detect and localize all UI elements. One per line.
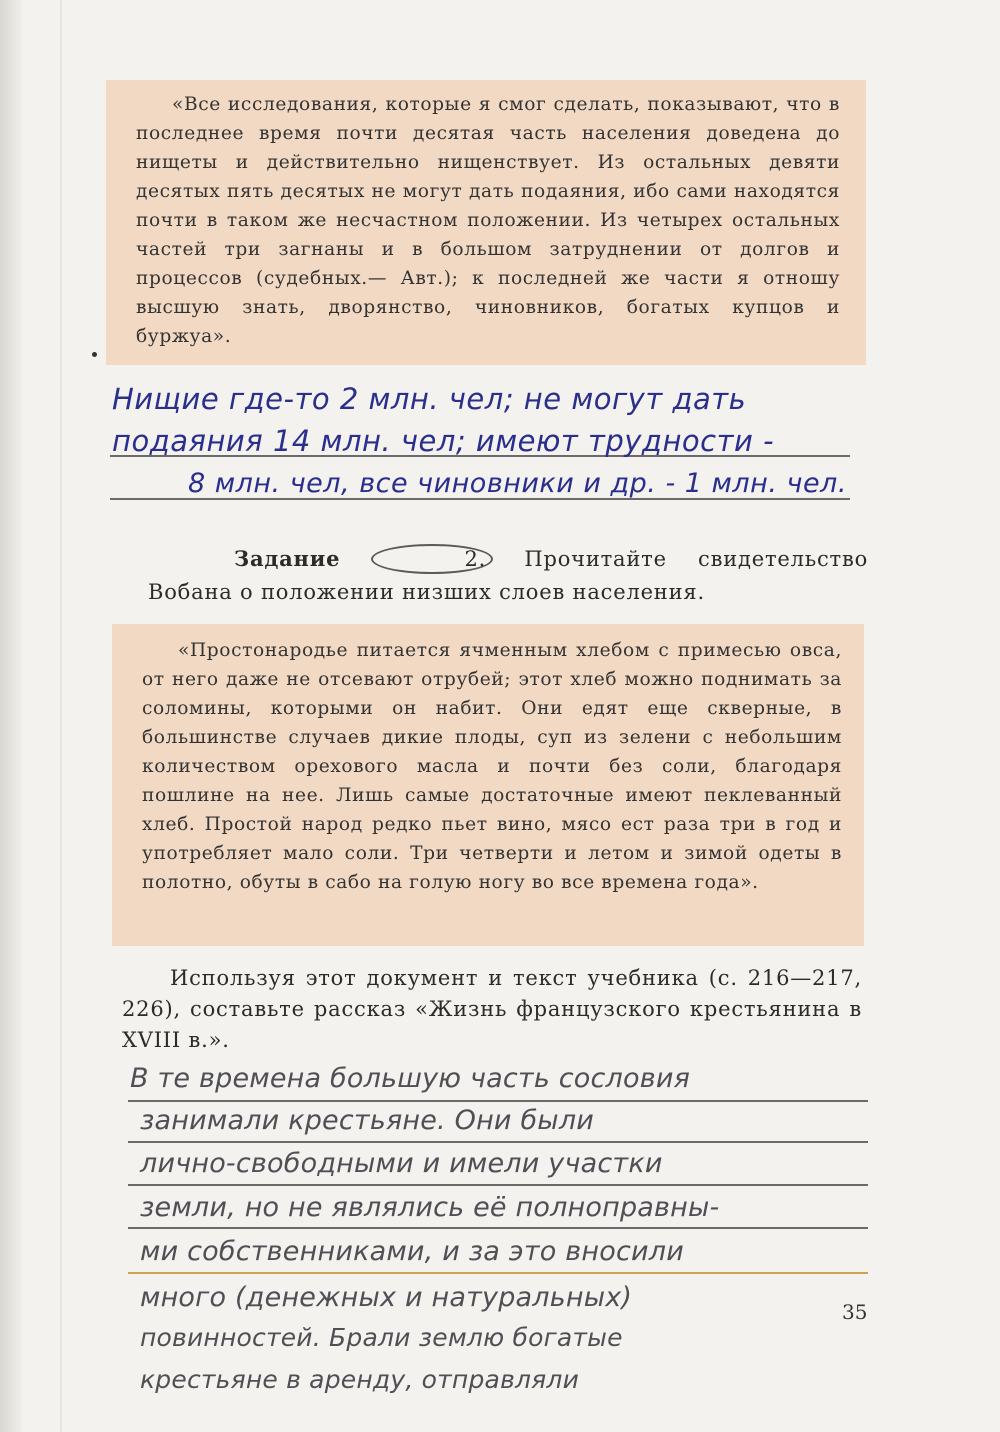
answer-rule (128, 1272, 868, 1274)
task-number: 2. (371, 544, 493, 574)
answer-2-line-8: крестьяне в аренду, отправляли (140, 1365, 580, 1394)
answer-2-line-4: земли, но не являлись её полноправны- (140, 1192, 720, 1223)
answer-2-line-6: много (денежных и натуральных) (140, 1282, 633, 1313)
quote-2-text: «Простонародье питается ячменным хлебом с примесью овса, от него даже не отсевают отрубей; этот хлеб можно поднимать за соломины, которыми он набит. Они едят еще скверные, в большинстве случаев дикие плоды, суп из зелени с небольшим количеством орехового масла и почти без соли, благодаря пошлине на нее. Лишь самые достаточные имеют пеклеванный хлеб. Простой народ редко пьет вино, мясо ест раза три в год и употребляет мало соли. Три четверти и летом и зимой одеты в полотно, обуты в сабо на голую ногу во все времена года». (142, 640, 842, 893)
answer-rule (128, 1141, 868, 1143)
task-label: Задание (234, 546, 341, 571)
answer-2-line-5: ми собственниками, и за это вносили (140, 1236, 684, 1267)
answer-rule (128, 1184, 868, 1186)
page-number: 35 (842, 1300, 868, 1324)
answer-rule (128, 1227, 868, 1229)
page-gutter (0, 0, 22, 1432)
quote-1-text: «Все исследования, которые я смог сделать, показывают, что в последнее время почти десятая часть населения доведена до нищеты и действительно нищенствует. Из остальных девяти десятых пять десятых не могут дать подаяния, ибо сами находятся почти в таком же несчастном положении. Из четырех остальных частей три загнаны и в большом затруднении от долгов и процессов (судебных.— Авт.); к последней же части я отношу высшую знать, дворянство, чиновников, богатых купцов и буржуа». (136, 94, 840, 347)
answer-2-line-1: В те времена большую часть сословия (130, 1063, 691, 1094)
bullet-dot (92, 352, 97, 357)
answer-1-line-2: подаяния 14 млн. чел; имеют трудности - (112, 424, 775, 458)
answer-1-line-3: 8 млн. чел, все чиновники и др. - 1 млн. чел. (188, 468, 847, 499)
task-2-text: Прочитайте свидетельство Вобана о положении низших слоев населения. (148, 547, 869, 604)
answer-2-line-3: лично-свободными и имели участки (140, 1148, 663, 1179)
task-2-heading (148, 542, 868, 609)
answer-2-line-2: занимали крестьяне. Они были (140, 1105, 595, 1136)
quote-box-1 (106, 80, 866, 365)
quote-box-2 (112, 624, 864, 946)
answer-2-line-7: повинностей. Брали землю богатые (140, 1323, 623, 1352)
task-2-instruction: Используя этот документ и текст учебника (с. 216—217, 226), составьте рассказ «Жизнь французского крестьянина в XVIII в.». (122, 966, 862, 1052)
answer-1-line-1: Нищие где-то 2 млн. чел; не могут дать (112, 382, 747, 416)
page-fold (60, 0, 62, 1432)
answer-rule (128, 1100, 868, 1102)
